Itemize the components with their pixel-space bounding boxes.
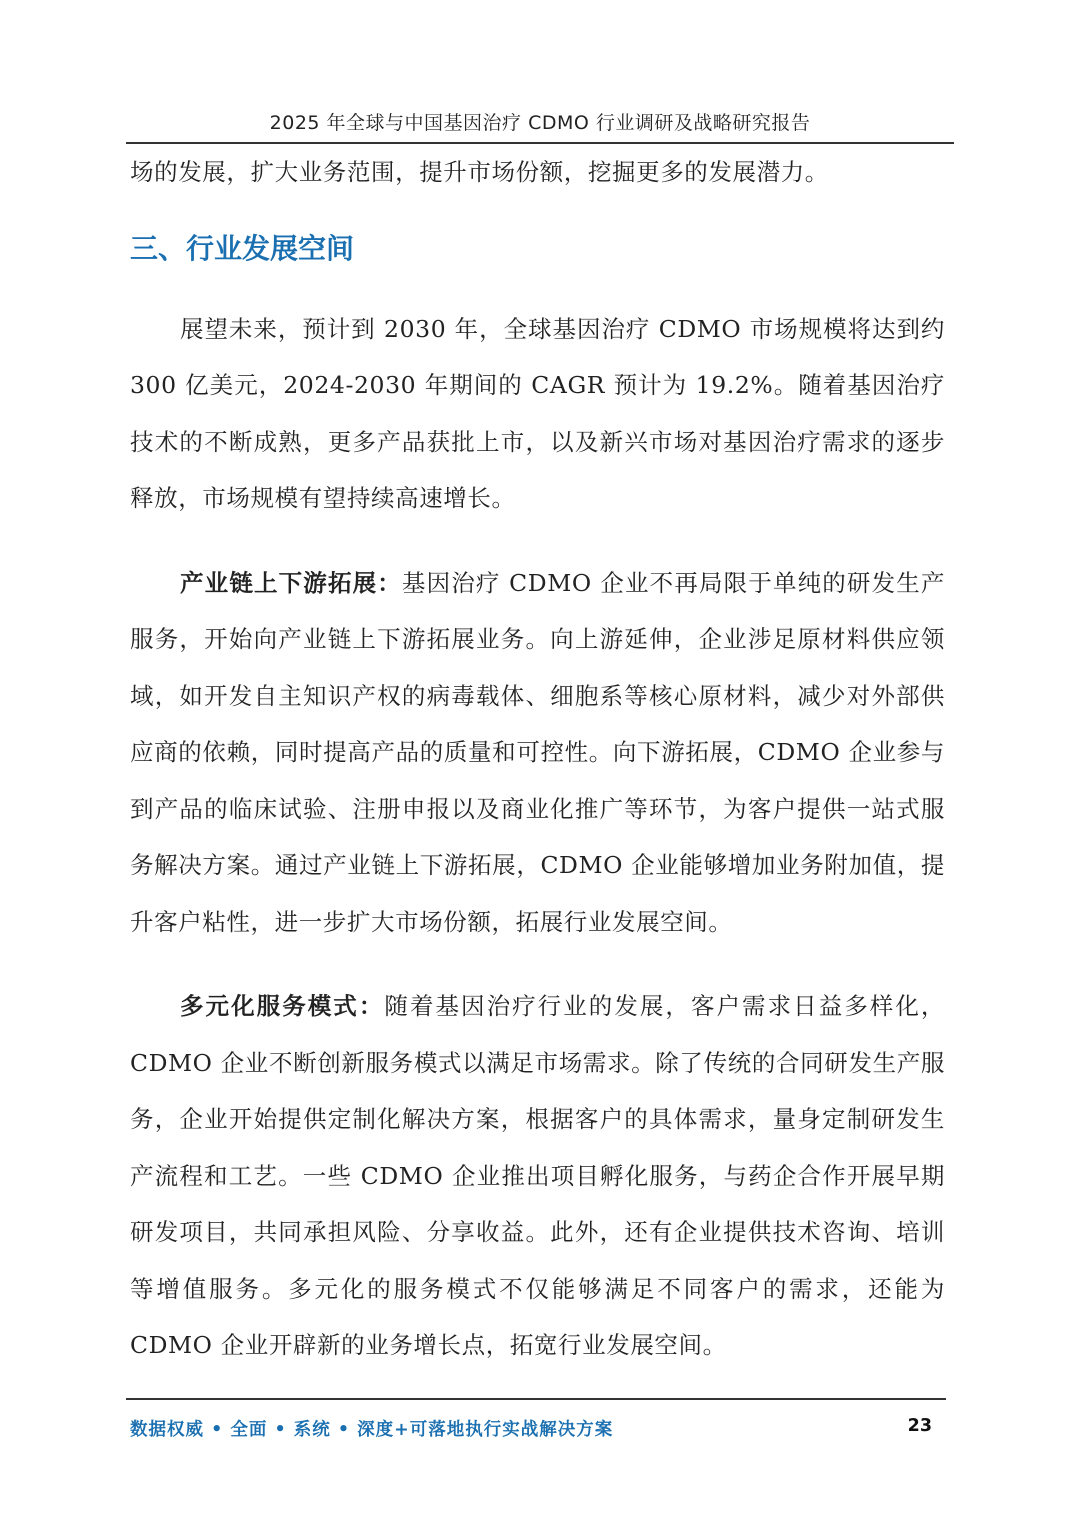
service-model-paragraph: [130, 978, 945, 1374]
page-header: [126, 108, 954, 144]
page-footer: [126, 1398, 946, 1456]
page-number: 23: [907, 1416, 932, 1436]
service-model-lead: 多元化服务模式：: [180, 992, 385, 1020]
industry-chain-paragraph: [130, 555, 945, 951]
service-model-text: 随着基因治疗行业的发展，客户需求日益多样化，CDMO 企业不断创新服务模式以满足市场需求。除了传统的合同研发生产服务，企业开始提供定制化解决方案，根据客户的具体需求，量身定制研发生产流程和工艺。一些 CDMO 企业推出项目孵化服务，与药企合作开展早期研发项目，共同承担风险、分享收益。此外，还有企业提供技术咨询、培训等增值服务。多元化的服务模式不仅能够满足不同客户的需求，还能为 CDMO 企业开辟新的业务增长点，拓宽行业发展空间。: [130, 992, 945, 1359]
section-heading: 三、行业发展空间: [130, 231, 355, 265]
industry-chain-lead: 产业链上下游拓展：: [180, 568, 402, 597]
continuation-paragraph: 场的发展，扩大业务范围，提升市场份额，挖掘更多的发展潜力。: [130, 158, 829, 186]
report-title: 2025 年全球与中国基因治疗 CDMO 行业调研及战略研究报告: [269, 112, 811, 134]
footer-slogan: 数据权威 • 全面 • 系统 • 深度+可落地执行实战解决方案: [130, 1420, 614, 1440]
outlook-paragraph: 展望未来，预计到 2030 年，全球基因治疗 CDMO 市场规模将达到约 300 亿美元，2024-2030 年期间的 CAGR 预计为 19.2%。随着基因治疗技术的不断成熟，更多产品获批上市，以及新兴市场对基因治疗需求的逐步释放，市场规模有望持续高速增长。: [130, 314, 945, 512]
industry-chain-text: 基因治疗 CDMO 企业不再局限于单纯的研发生产服务，开始向产业链上下游拓展业务。向上游延伸，企业涉足原材料供应领域，如开发自主知识产权的病毒载体、细胞系等核心原材料，减少对外部供应商的依赖，同时提高产品的质量和可控性。向下游拓展，CDMO 企业参与到产品的临床试验、注册申报以及商业化推广等环节，为客户提供一站式服务解决方案。通过产业链上下游拓展，CDMO 企业能够增加业务附加值，提升客户粘性，进一步扩大市场份额，拓展行业发展空间。: [130, 568, 945, 936]
page-content: [130, 144, 945, 1374]
